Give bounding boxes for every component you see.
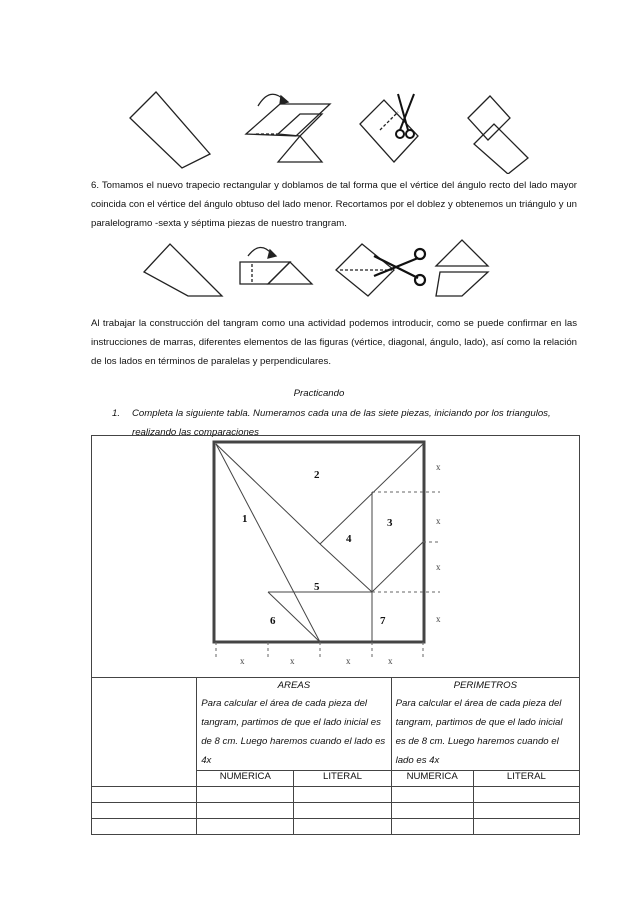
table-cell[interactable] [391, 787, 473, 803]
section-title: Practicando [293, 388, 345, 399]
bottom-mark: x [346, 656, 351, 666]
side-mark: x [436, 614, 441, 624]
table-cell[interactable] [294, 819, 391, 835]
perimetros-header-cell [391, 678, 579, 771]
piece-2-label: 2 [314, 469, 320, 481]
tangram-figure-cell [92, 436, 580, 678]
strip-shape [130, 92, 210, 168]
table-cell[interactable] [294, 787, 391, 803]
col-header-numerica-perimetros: NUMERICA [391, 771, 473, 787]
col-header-literal-areas: LITERAL [294, 771, 391, 787]
table-row [92, 819, 580, 835]
bottom-mark: x [290, 656, 295, 666]
areas-description: Para calcular el área de cada pieza del tangram, partimos de que el lado inicial es de 8 cm. Luego haremos cuando el lado es 4x [201, 698, 386, 766]
col-header-literal-perimetros: LITERAL [473, 771, 579, 787]
areas-title: AREAS [277, 680, 311, 691]
list-item-number: 1. [112, 408, 121, 419]
side-mark: x [436, 462, 441, 472]
piece-1-label: 1 [242, 513, 248, 525]
table-cell[interactable] [197, 787, 294, 803]
bottom-mark: x [240, 656, 245, 666]
table-cell[interactable] [473, 787, 579, 803]
paragraph-step-6: 6. Tomamos el nuevo trapecio rectangular y doblamos de tal forma que el vértice del ángulo recto del lado mayor coincida con el vértice del ángulo obtuso del lado menor. Recortamos por el doblez y obtenemos un triángulo y un paralelogramo -sexta y séptima piezas de nuestro trangram. [91, 180, 577, 229]
piece-5-label: 5 [314, 581, 320, 593]
trapezoid-shape [246, 104, 330, 136]
table-empty-cell [92, 678, 197, 787]
side-mark: x [436, 516, 441, 526]
tangram-diagram [92, 436, 579, 674]
table-cell[interactable] [473, 803, 579, 819]
folding-steps-row-2 [140, 236, 540, 306]
table-cell[interactable] [92, 803, 197, 819]
table-cell[interactable] [391, 803, 473, 819]
table-row [92, 787, 580, 803]
table-row [92, 803, 580, 819]
comparison-table [91, 435, 580, 835]
col-header-numerica-areas: NUMERICA [197, 771, 294, 787]
piece-6-label: 6 [270, 615, 276, 627]
piece-4-label: 4 [346, 533, 352, 545]
table-cell[interactable] [197, 819, 294, 835]
piece-7-label: 7 [380, 615, 386, 627]
table-cell[interactable] [473, 819, 579, 835]
areas-header-cell [197, 678, 391, 771]
table-cell[interactable] [391, 819, 473, 835]
bottom-mark: x [388, 656, 393, 666]
side-mark: x [436, 562, 441, 572]
table-cell[interactable] [92, 787, 197, 803]
perimetros-description: Para calcular el área de cada pieza del tangram, partimos de que el lado inicial es de 8 cm. Luego haremos cuando el lado es 4x [395, 698, 563, 766]
paragraph-marras: Al trabajar la construcción del tangram como una actividad podemos introducir, como se puede confirmar en las instrucciones de marras, diferentes elementos de las figuras (vértice, diagonal, ángulo, lado), así como la relación de los lados en términos de paralelas y perpendiculares. [91, 318, 577, 367]
table-cell[interactable] [197, 803, 294, 819]
table-cell[interactable] [92, 819, 197, 835]
piece-3-label: 3 [387, 517, 393, 529]
perimetros-title: PERIMETROS [453, 680, 517, 691]
table-cell[interactable] [294, 803, 391, 819]
list-item-text: Completa la siguiente tabla. Numeramos cada una de las siete piezas, iniciando por los triangulos, realizando las comparaciones [132, 408, 551, 438]
scissors-icon-2 [374, 249, 425, 285]
folding-steps-row-1 [118, 84, 538, 174]
